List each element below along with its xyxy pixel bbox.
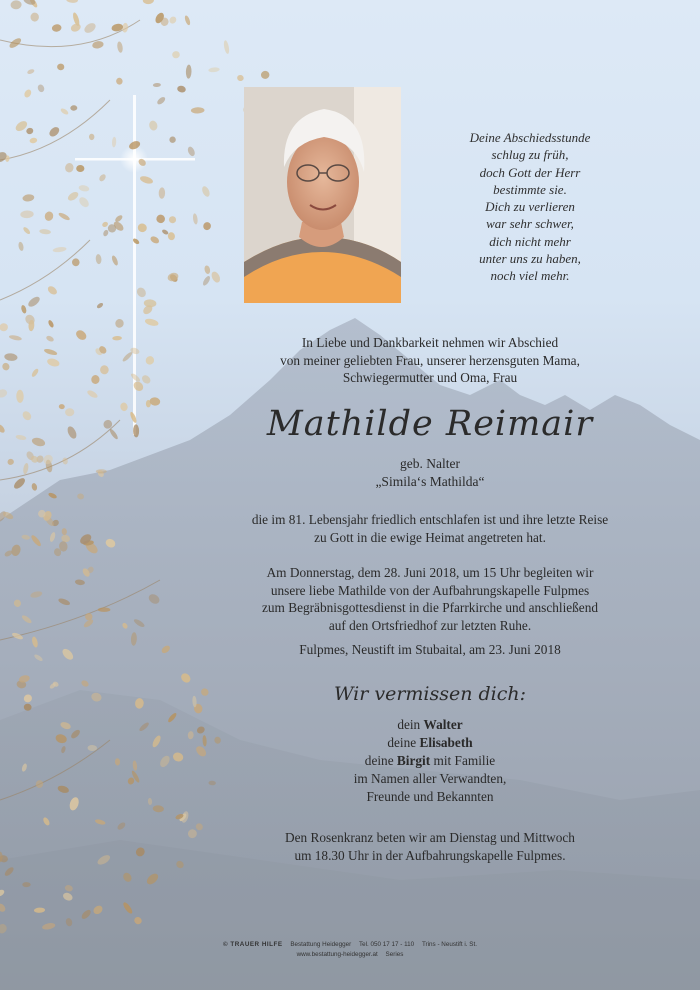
leaf	[96, 302, 104, 309]
leaf	[201, 185, 212, 198]
footer-location: Trins - Neustift i. St.	[421, 941, 477, 948]
leaf	[135, 286, 148, 299]
leaf	[59, 404, 65, 410]
leaf	[191, 107, 205, 114]
footer-brand: © TRAUER HILFE	[222, 941, 283, 948]
leaf	[0, 323, 8, 332]
leaf	[86, 389, 99, 399]
leaf	[109, 428, 120, 440]
leaf	[102, 418, 114, 430]
leaf	[155, 214, 166, 225]
leaf	[60, 107, 70, 115]
leaf	[57, 63, 64, 70]
leaf	[184, 15, 191, 26]
leaf	[210, 270, 222, 284]
leaf	[16, 390, 24, 403]
leaf	[23, 88, 33, 98]
leaf	[148, 120, 158, 132]
leaf	[144, 355, 156, 367]
family-line: deine Elisabeth	[387, 735, 473, 750]
leaf	[66, 425, 78, 440]
leaf	[186, 65, 192, 79]
leaf	[46, 357, 60, 368]
death-line: zu Gott in die ewige Heimat angetreten hat.	[314, 529, 546, 545]
leaf	[186, 146, 196, 158]
leaf	[43, 210, 54, 222]
leaf	[72, 258, 80, 266]
rosary-line: Den Rosenkranz beten wir am Dienstag und Mittwoch	[285, 830, 575, 845]
leaf	[30, 12, 39, 21]
leaf	[77, 195, 90, 209]
funeral-line: auf den Ortsfriedhof zur letzten Ruhe.	[328, 617, 532, 633]
leaf	[47, 319, 54, 328]
leaf	[161, 229, 169, 236]
poem-line: war sehr schwer,	[486, 216, 574, 232]
intro-line: von meiner geliebten Frau, unserer herzensguten Mama,	[280, 352, 580, 368]
leaf	[78, 184, 90, 192]
funeral-line: Am Donnerstag, dem 28. Juni 2018, um 15 Uhr begleiten wir	[266, 565, 594, 580]
intro-line: Schwiegermutter und Oma, Frau	[342, 370, 518, 385]
footer	[0, 940, 700, 960]
leaf	[140, 374, 152, 386]
family-line: Freunde und Bekannten	[366, 789, 494, 804]
leaf	[46, 285, 58, 297]
leaf	[144, 318, 159, 328]
leaf	[74, 328, 88, 342]
leaf	[202, 221, 212, 231]
leaf	[43, 348, 57, 357]
leaf	[112, 137, 117, 148]
leaf	[99, 365, 109, 376]
leaf	[21, 410, 33, 422]
family-line: im Namen aller Verwandten,	[353, 771, 507, 786]
leaf	[27, 68, 35, 75]
leaf	[236, 74, 244, 82]
leaf	[204, 265, 211, 275]
poem-line: bestimmte sie.	[493, 181, 567, 197]
leaf	[167, 271, 180, 282]
farewell-poem	[430, 129, 630, 285]
leaf	[121, 351, 133, 363]
leaf	[261, 70, 270, 79]
leaf	[0, 388, 8, 399]
funeral-line: zum Begräbnisgottesdienst in die Pfarrkirche und anschließend	[261, 600, 599, 615]
leaf	[70, 105, 77, 111]
leaf	[66, 0, 78, 3]
leaf	[192, 213, 198, 225]
leaf	[153, 83, 161, 88]
leaf	[22, 226, 31, 235]
birth-info	[180, 455, 680, 491]
portrait-image	[244, 87, 401, 303]
leaf	[112, 336, 122, 341]
leaf	[137, 222, 148, 233]
family-line: dein Walter	[397, 717, 463, 732]
leaf	[48, 125, 61, 138]
miss-heading: Wir vermissen dich:	[333, 683, 527, 705]
leaf	[15, 434, 26, 441]
leaf	[22, 463, 29, 475]
leaf	[9, 334, 23, 341]
leaf	[26, 127, 35, 135]
leaf	[31, 368, 40, 378]
poem-line: schlug zu früh,	[491, 147, 569, 163]
poem-line: Deine Abschiedsstunde	[469, 130, 591, 145]
leaf	[45, 335, 54, 343]
family-line: deine Birgit mit Familie	[364, 753, 496, 768]
leaf	[139, 175, 154, 185]
leaf	[144, 299, 157, 308]
footer-phone: Tel. 050 17 17 - 110	[358, 941, 415, 948]
leaf	[168, 15, 178, 25]
mourner-name: Walter	[423, 717, 463, 732]
leaf	[37, 83, 46, 93]
leaf	[95, 254, 102, 265]
leaf	[96, 469, 107, 473]
leaf	[117, 41, 124, 53]
leaf	[114, 318, 124, 328]
leaf	[42, 453, 55, 466]
portrait-photo	[244, 87, 401, 303]
leaf	[76, 165, 84, 172]
leaf	[208, 67, 220, 73]
leaf	[172, 51, 180, 58]
leaf	[202, 275, 212, 287]
leaf	[111, 255, 119, 267]
leaf	[10, 0, 21, 9]
leaf	[64, 162, 74, 173]
leaf	[31, 436, 46, 447]
intro-line: In Liebe und Dankbarkeit nehmen wir Abschied	[301, 335, 559, 350]
leaf	[101, 221, 109, 228]
leaf	[8, 36, 23, 49]
poem-line: dich nicht mehr	[489, 233, 571, 249]
mourner-name: Elisabeth	[419, 735, 473, 750]
deceased-name: Mathilde Reimair	[266, 404, 594, 444]
intro-text	[180, 334, 680, 387]
footer-website: www.bestattung-heidegger.at	[296, 951, 378, 958]
poem-line: noch viel mehr.	[490, 268, 570, 284]
leaf	[156, 96, 167, 106]
leaf	[12, 476, 27, 490]
poem-line: Dich zu verlieren	[485, 199, 575, 215]
leaf	[169, 216, 177, 224]
leaf	[7, 458, 14, 465]
funeral-line: unsere liebe Mathilde von der Aufbahrungskapelle Fulpmes	[270, 582, 590, 598]
mourner-name: Birgit	[396, 753, 431, 768]
leaf	[20, 210, 34, 218]
leaf	[159, 187, 166, 199]
leaf	[20, 305, 27, 315]
leaf	[39, 229, 51, 235]
leaf	[65, 408, 75, 416]
leaf	[120, 402, 129, 412]
leaf	[22, 194, 35, 202]
family-list	[180, 716, 680, 806]
leaf	[27, 295, 42, 309]
leaf	[89, 134, 95, 141]
poem-line: unter uns zu haben,	[479, 251, 581, 267]
leaf	[223, 40, 230, 54]
leaf	[102, 229, 109, 237]
leaf	[98, 173, 107, 182]
leaf	[58, 211, 71, 221]
leaf	[0, 423, 6, 434]
leaf	[31, 483, 38, 492]
rosary-line: um 18.30 Uhr in der Aufbahrungskapelle Fulpmes.	[294, 847, 566, 863]
poem-line: doch Gott der Herr	[479, 164, 581, 180]
leaf	[167, 232, 176, 241]
leaf	[91, 375, 99, 384]
leaf	[149, 235, 160, 245]
leaf	[177, 85, 187, 93]
leaf	[4, 353, 18, 362]
death-line: die im 81. Lebensjahr friedlich entschlafen ist und ihre letzte Reise	[251, 512, 609, 527]
rosary-notice	[180, 829, 680, 864]
leaf	[143, 0, 155, 4]
funeral-details	[180, 564, 680, 634]
footer-series: Series	[385, 951, 404, 958]
footer-company: Bestattung Heidegger	[290, 941, 352, 948]
birth-name: geb. Nalter	[400, 456, 460, 471]
leaf	[52, 246, 66, 253]
nickname: „Simila‘s Mathilda“	[375, 474, 485, 489]
leaf	[83, 21, 98, 35]
leaf	[149, 397, 160, 406]
leaf	[133, 424, 139, 437]
death-notice	[180, 511, 680, 546]
leaf	[29, 137, 38, 144]
leaf	[66, 190, 79, 202]
place-date: Fulpmes, Neustift im Stubaital, am 23. Juni 2018	[299, 642, 561, 657]
leaf	[51, 24, 62, 33]
leaf	[18, 241, 25, 251]
leaf	[98, 608, 111, 612]
leaf	[168, 135, 177, 144]
leaf	[1, 362, 11, 372]
leaf	[115, 77, 123, 85]
